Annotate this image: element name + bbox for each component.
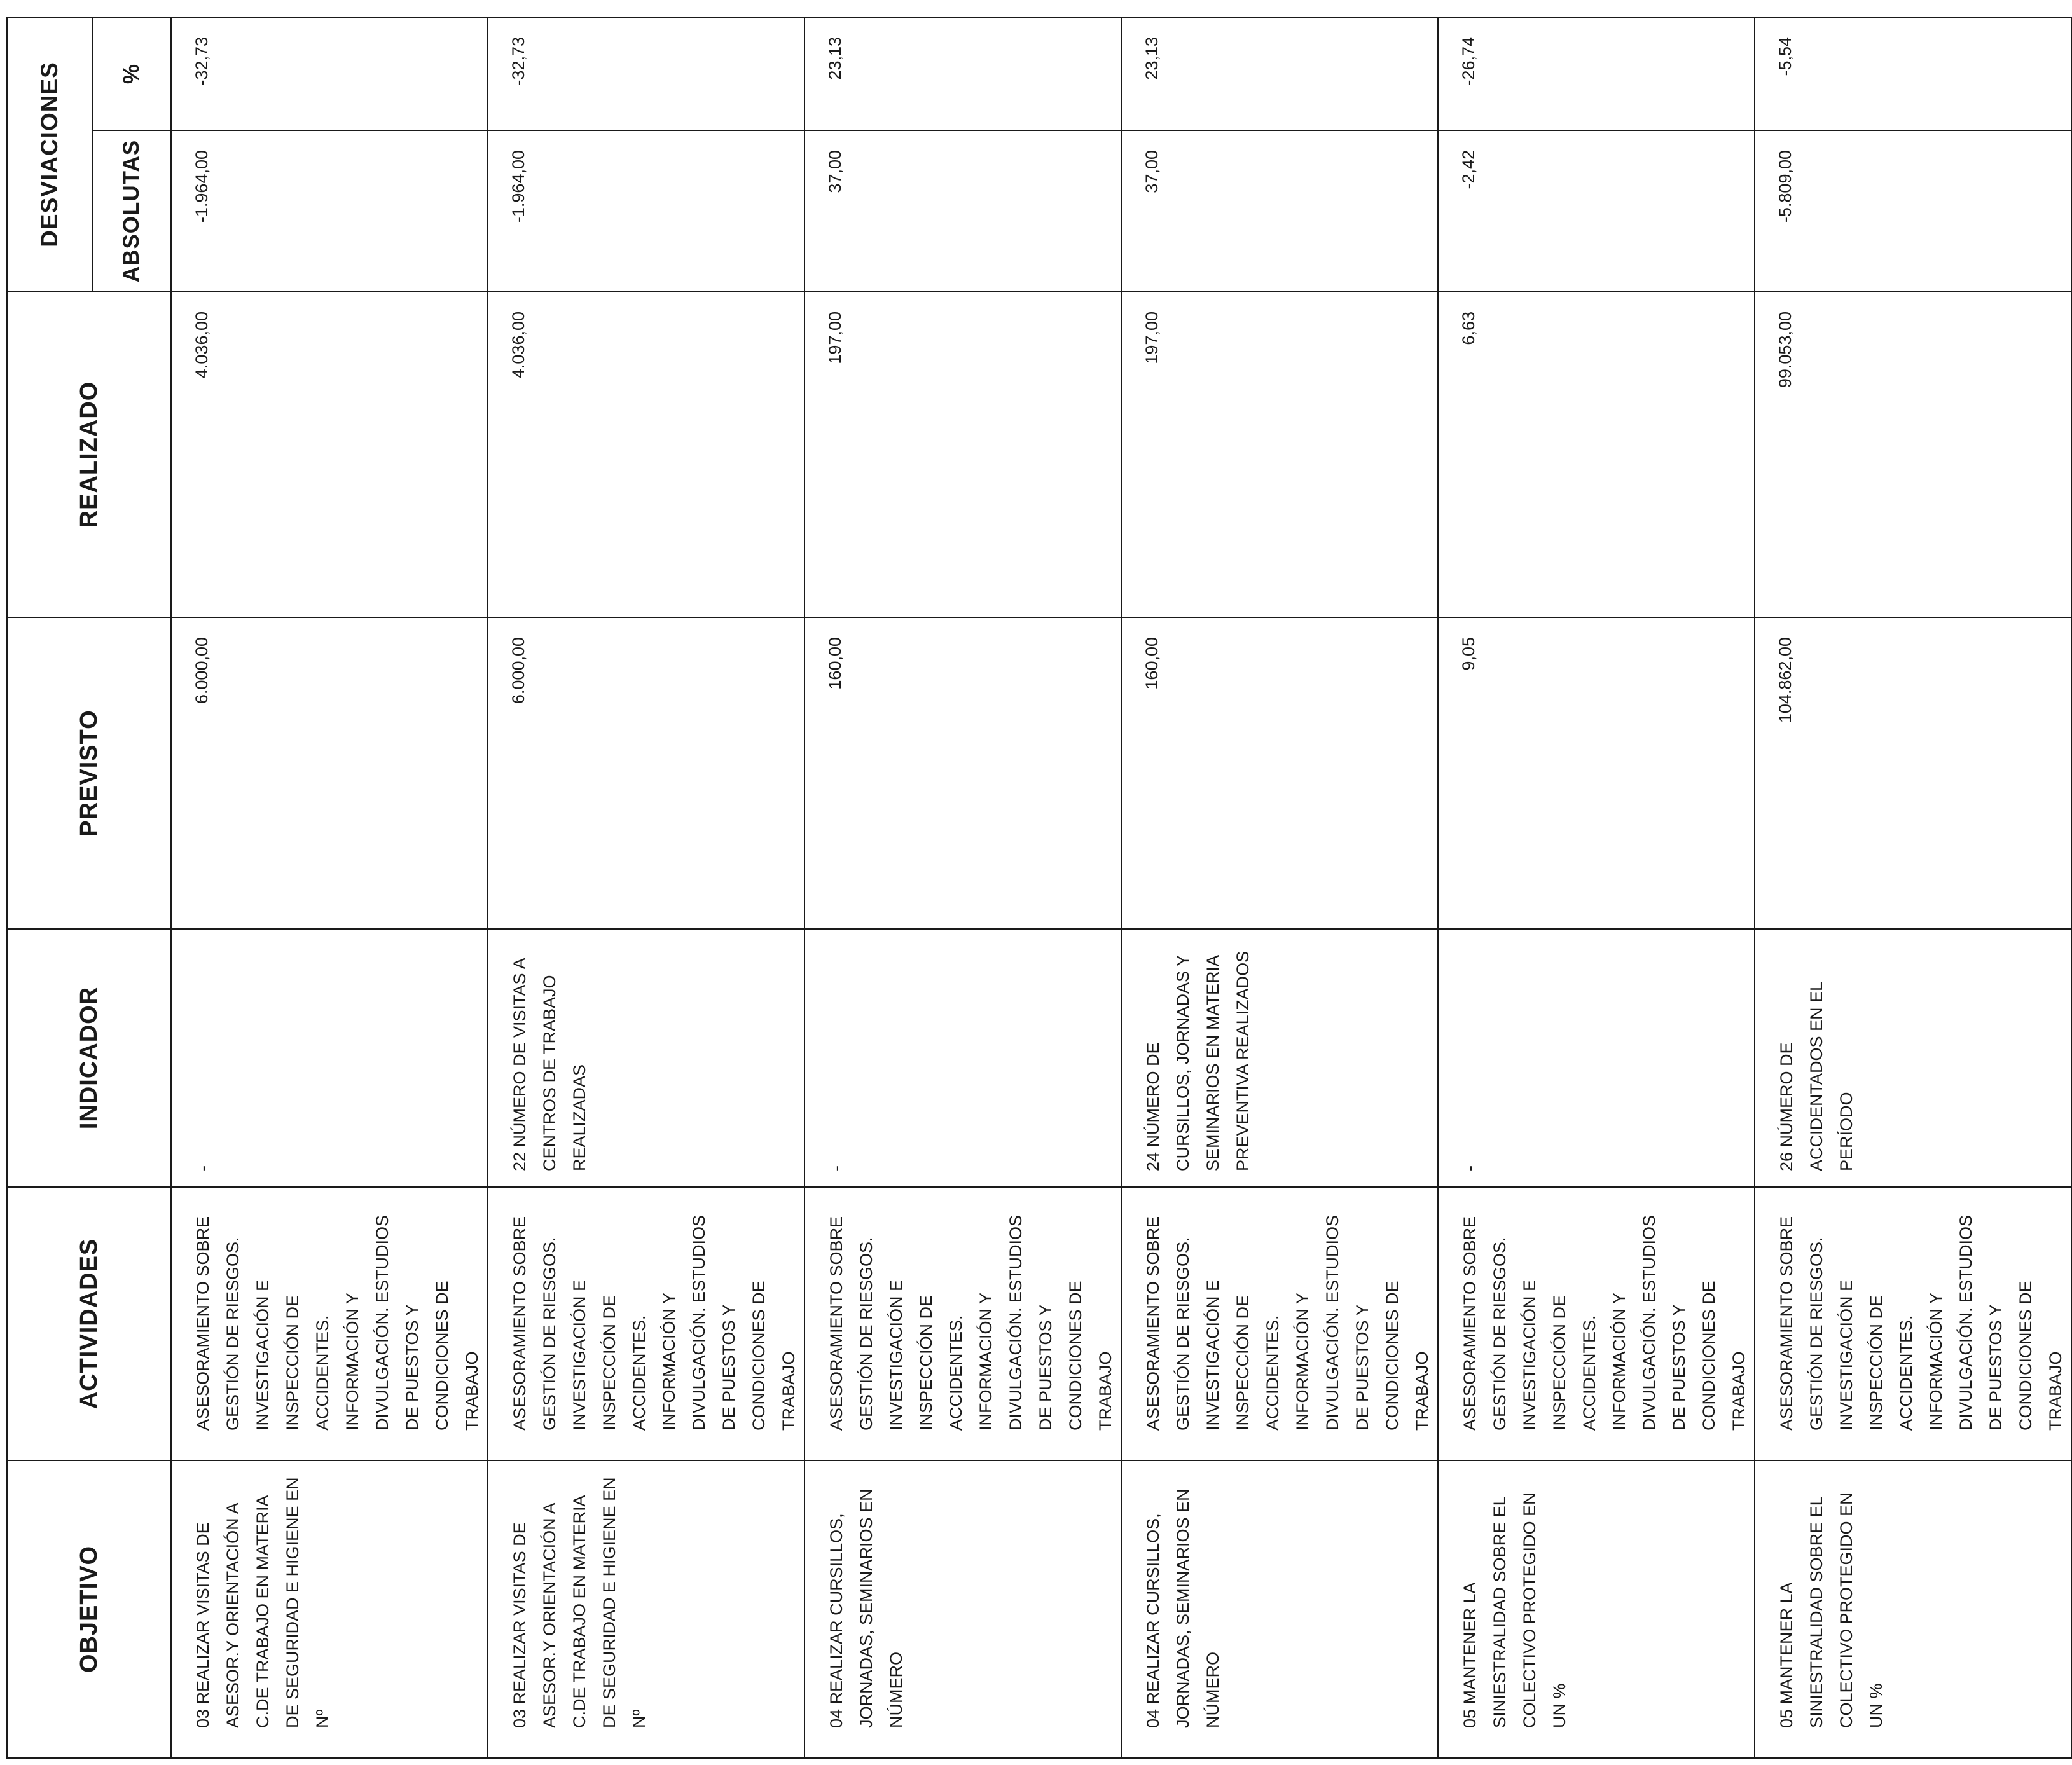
- cell-realizado: 197,00: [1121, 292, 1438, 617]
- cell-porcentaje: 23,13: [805, 17, 1121, 130]
- header-desviaciones: DESVIACIONES: [7, 17, 92, 292]
- cell-absolutas: 37,00: [805, 130, 1121, 292]
- cell-realizado: 4.036,00: [171, 292, 488, 617]
- cell-previsto: 160,00: [805, 617, 1121, 929]
- cell-indicador: -: [171, 929, 488, 1187]
- objectives-table: [6, 17, 2072, 1759]
- cell-indicador: -: [1438, 929, 1755, 1187]
- header-absolutas: ABSOLUTAS: [92, 130, 171, 292]
- cell-objetivo: 03 REALIZAR VISITAS DE ASESOR.Y ORIENTACIÓN A C.DE TRABAJO EN MATERIA DE SEGURIDAD E HIGIENE EN Nº: [171, 1460, 488, 1758]
- cell-realizado: 99.053,00: [1755, 292, 2071, 617]
- cell-porcentaje: 23,13: [1121, 17, 1438, 130]
- cell-porcentaje: -32,73: [171, 17, 488, 130]
- cell-previsto: 104.862,00: [1755, 617, 2071, 929]
- cell-actividades: ASESORAMIENTO SOBRE GESTIÓN DE RIESGOS. INVESTIGACIÓN E INSPECCIÓN DE ACCIDENTES. INFORMACIÓN Y DIVULGACIÓN. ESTUDIOS DE PUESTOS Y CONDICIONES DE TRABAJO: [488, 1187, 805, 1460]
- cell-previsto: 160,00: [1121, 617, 1438, 929]
- cell-objetivo: 03 REALIZAR VISITAS DE ASESOR.Y ORIENTACIÓN A C.DE TRABAJO EN MATERIA DE SEGURIDAD E HIGIENE EN Nº: [488, 1460, 805, 1758]
- table-row: [1438, 17, 1755, 1758]
- header-row: [7, 17, 92, 1758]
- cell-absolutas: 37,00: [1121, 130, 1438, 292]
- cell-porcentaje: -32,73: [488, 17, 805, 130]
- table-row: [1121, 17, 1438, 1758]
- cell-absolutas: -1.964,00: [488, 130, 805, 292]
- cell-actividades: ASESORAMIENTO SOBRE GESTIÓN DE RIESGOS. INVESTIGACIÓN E INSPECCIÓN DE ACCIDENTES. INFORMACIÓN Y DIVULGACIÓN. ESTUDIOS DE PUESTOS Y CONDICIONES DE TRABAJO: [1438, 1187, 1755, 1460]
- cell-actividades: ASESORAMIENTO SOBRE GESTIÓN DE RIESGOS. INVESTIGACIÓN E INSPECCIÓN DE ACCIDENTES. INFORMACIÓN Y DIVULGACIÓN. ESTUDIOS DE PUESTOS Y CONDICIONES DE TRABAJO: [1755, 1187, 2071, 1460]
- header-porcentaje: %: [92, 17, 171, 130]
- cell-actividades: ASESORAMIENTO SOBRE GESTIÓN DE RIESGOS. INVESTIGACIÓN E INSPECCIÓN DE ACCIDENTES. INFORMACIÓN Y DIVULGACIÓN. ESTUDIOS DE PUESTOS Y CONDICIONES DE TRABAJO: [1121, 1187, 1438, 1460]
- cell-objetivo: 04 REALIZAR CURSILLOS, JORNADAS, SEMINARIOS EN NÚMERO: [1121, 1460, 1438, 1758]
- cell-absolutas: -5.809,00: [1755, 130, 2071, 292]
- header-indicador: INDICADOR: [7, 929, 171, 1187]
- table-row: [805, 17, 1121, 1758]
- table-row: [488, 17, 805, 1758]
- cell-objetivo: 04 REALIZAR CURSILLOS, JORNADAS, SEMINARIOS EN NÚMERO: [805, 1460, 1121, 1758]
- cell-previsto: 9,05: [1438, 617, 1755, 929]
- cell-actividades: ASESORAMIENTO SOBRE GESTIÓN DE RIESGOS. INVESTIGACIÓN E INSPECCIÓN DE ACCIDENTES. INFORMACIÓN Y DIVULGACIÓN. ESTUDIOS DE PUESTOS Y CONDICIONES DE TRABAJO: [805, 1187, 1121, 1460]
- cell-indicador: 26 NÚMERO DE ACCIDENTADOS EN EL PERÍODO: [1755, 929, 2071, 1187]
- cell-porcentaje: -26,74: [1438, 17, 1755, 130]
- table-row: [1755, 17, 2071, 1758]
- header-previsto: PREVISTO: [7, 617, 171, 929]
- cell-previsto: 6.000,00: [171, 617, 488, 929]
- cell-indicador: -: [805, 929, 1121, 1187]
- cell-realizado: 197,00: [805, 292, 1121, 617]
- cell-absolutas: -2,42: [1438, 130, 1755, 292]
- cell-objetivo: 05 MANTENER LA SINIESTRALIDAD SOBRE EL COLECTIVO PROTEGIDO EN UN %: [1755, 1460, 2071, 1758]
- cell-objetivo: 05 MANTENER LA SINIESTRALIDAD SOBRE EL COLECTIVO PROTEGIDO EN UN %: [1438, 1460, 1755, 1758]
- cell-previsto: 6.000,00: [488, 617, 805, 929]
- cell-actividades: ASESORAMIENTO SOBRE GESTIÓN DE RIESGOS. INVESTIGACIÓN E INSPECCIÓN DE ACCIDENTES. INFORMACIÓN Y DIVULGACIÓN. ESTUDIOS DE PUESTOS Y CONDICIONES DE TRABAJO: [171, 1187, 488, 1460]
- cell-porcentaje: -5,54: [1755, 17, 2071, 130]
- header-objetivo: OBJETIVO: [7, 1460, 171, 1758]
- header-actividades: ACTIVIDADES: [7, 1187, 171, 1460]
- cell-indicador: 24 NÚMERO DE CURSILLOS, JORNADAS Y SEMINARIOS EN MATERIA PREVENTIVA REALIZADOS: [1121, 929, 1438, 1187]
- cell-realizado: 4.036,00: [488, 292, 805, 617]
- header-realizado: REALIZADO: [7, 292, 171, 617]
- table-row: [171, 17, 488, 1758]
- cell-absolutas: -1.964,00: [171, 130, 488, 292]
- cell-realizado: 6,63: [1438, 292, 1755, 617]
- cell-indicador: 22 NÚMERO DE VISITAS A CENTROS DE TRABAJO REALIZADAS: [488, 929, 805, 1187]
